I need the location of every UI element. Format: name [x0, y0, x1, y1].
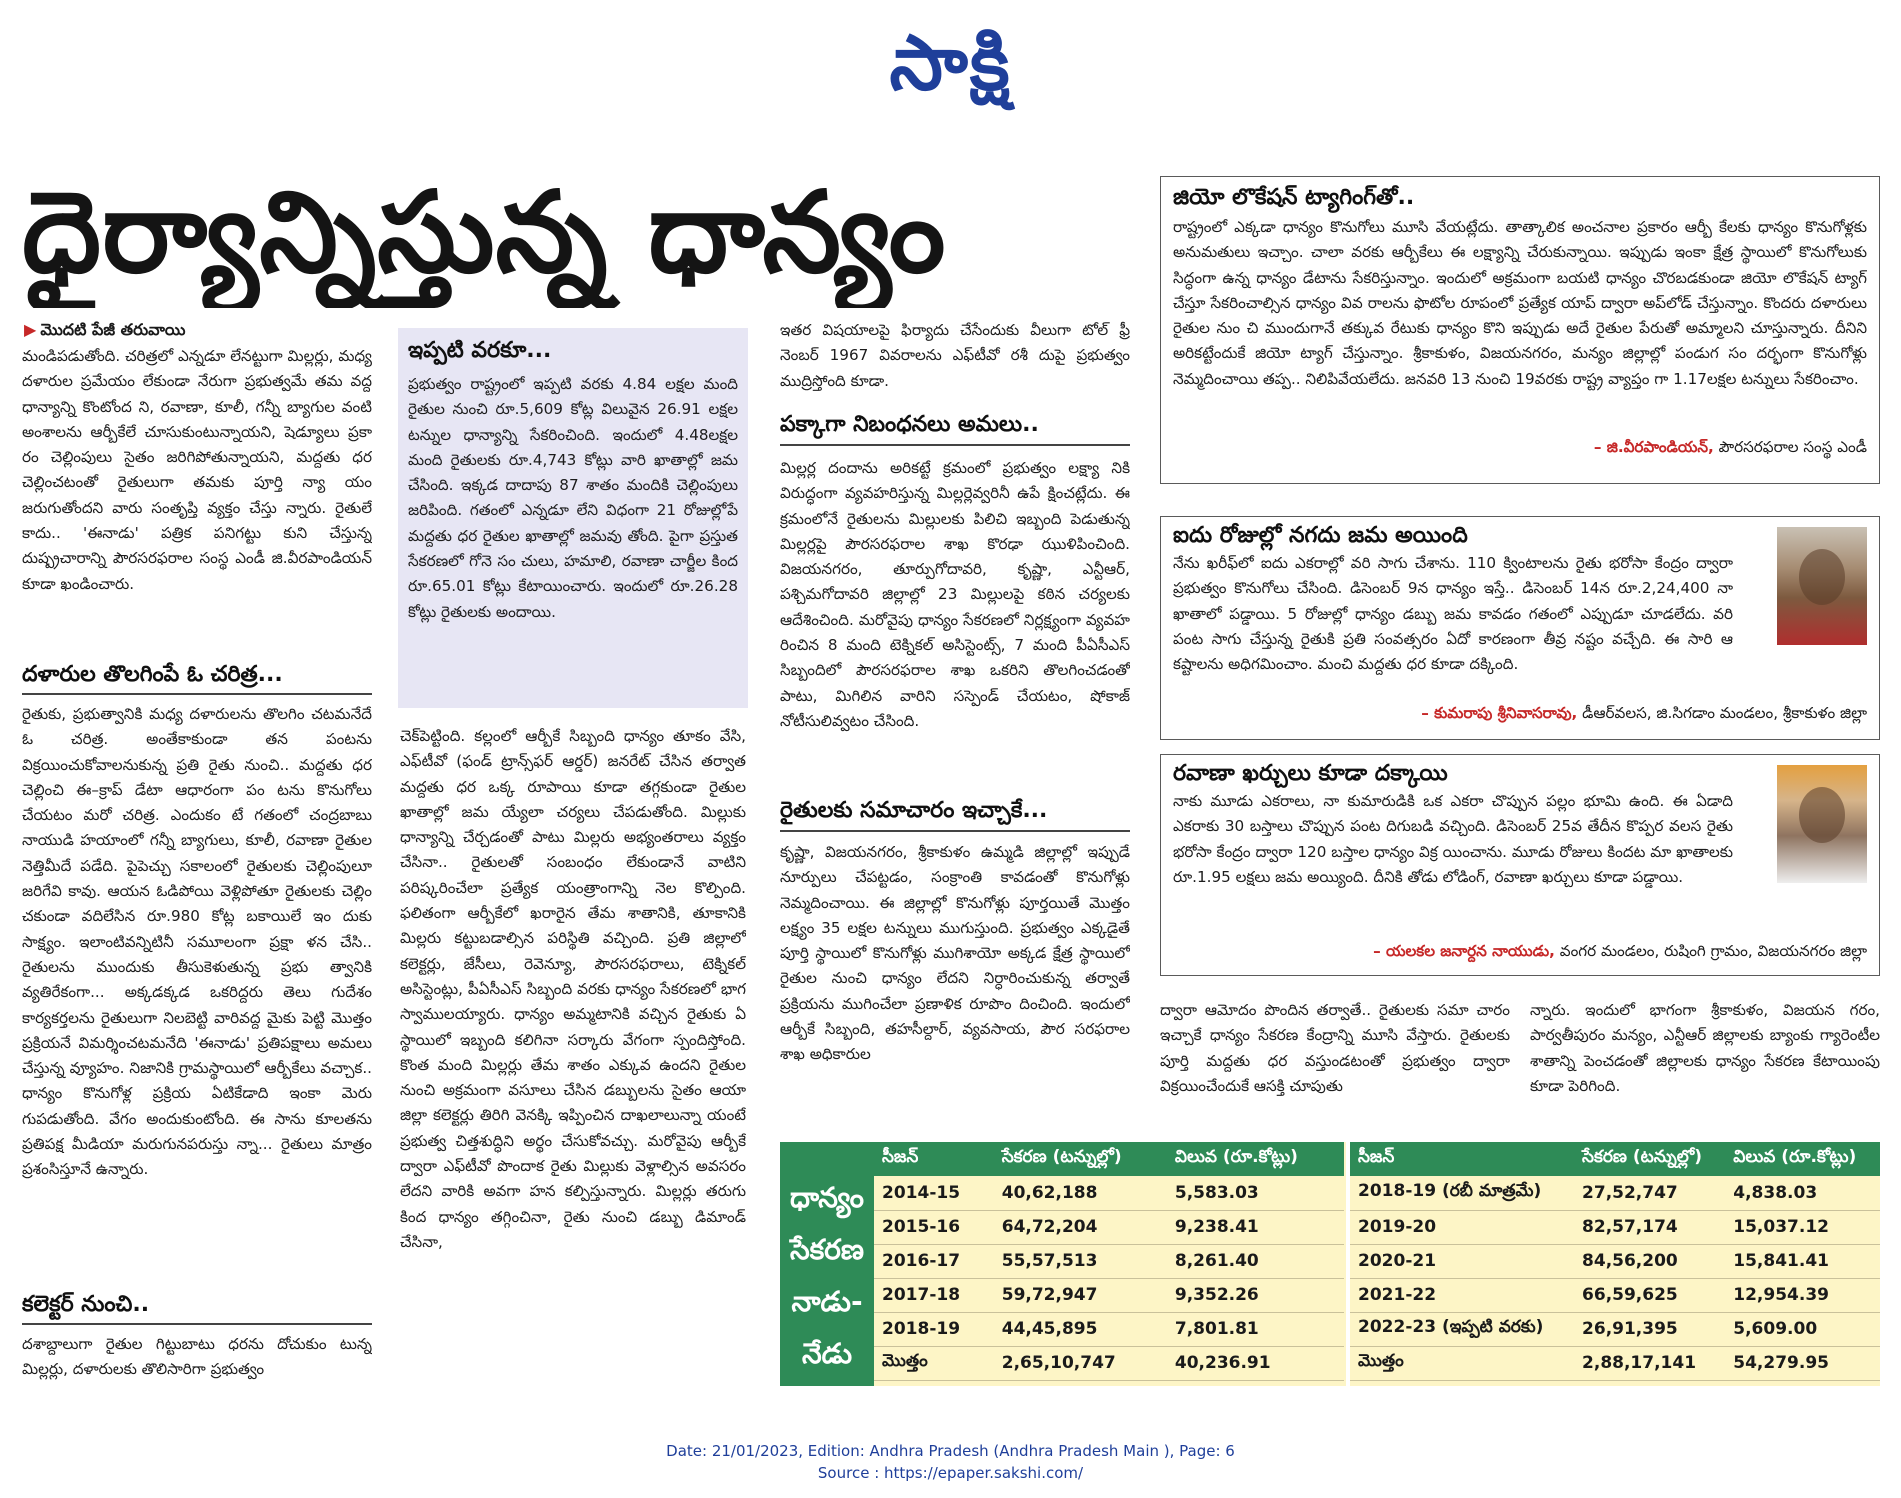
procurement-cell: 2,88,17,141	[1574, 1346, 1725, 1380]
col1-subheading-3: కలెక్టర్‌ నుంచి..	[22, 1292, 150, 1317]
season-cell: 2022-23 (ఇప్పటి వరకు)	[1350, 1312, 1574, 1346]
signature-role: వంగర మండలం, రుషింగి గ్రామం, విజయనగరం జిల్లా	[1559, 942, 1867, 960]
procurement-cell: 59,72,947	[994, 1278, 1167, 1312]
signature-role: డీఆర్‌వలస, జి.సిగడాం మండలం, శ్రీకాకుళం జిల్లా	[1582, 704, 1867, 722]
col3-paragraph-2: మిల్లర్ల దందాను అరికట్టే క్రమంలో ప్రభుత్వం లక్ష్యా నికి విరుద్ధంగా వ్యవహరిస్తున్న మిల్లర్లెవ్వరినీ ఉపే క్షించట్లేదు. ఈ క్రమంలోనే రైతులను మిల్లులకు పిలిచి ఇబ్బంది పెడుతున్న మిల్లర్లపై పౌరసరఫరాల శాఖ కొరఢా ఝుళిపించింది. విజయనగరం, తూర్పుగోదావరి, కృష్ణా, ఎన్టీఆర్‌, పశ్చిమగోదావరి జిల్లాల్లో 23 మిల్లులపై కఠిన చర్యలకు ఆదేశించింది. మరోవైపు ధాన్యం సేకరణలో నిర్లక్ష్యంగా వ్యవహ రించిన 8 మంది టెక్నికల్‌ అసిస్టెంట్స్‌, 7 మంది పీఏసీఎస్‌ సిబ్బందిలో పౌరసరఫరాల శాఖ ఒకరిని తొలగించడంతో పాటు, మిగిలిన వారిని సస్పెండ్‌ చేయటం, షోకాజ్‌ నోటీసులివ్వటం చేసింది.	[780, 459, 1130, 730]
table-row	[874, 1176, 1344, 1210]
quote-box-title: రవాణా ఖర్చులు కూడా దక్కాయి	[1173, 761, 1448, 786]
table-row	[1350, 1210, 1880, 1244]
value-cell: 8,261.40	[1167, 1244, 1344, 1278]
procurement-cell: 2,65,10,747	[994, 1346, 1167, 1380]
procurement-table	[780, 1142, 1880, 1386]
quote-box-geo-tagging	[1160, 176, 1880, 484]
col1-paragraph-1: మండిపడుతోంది. చరిత్రలో ఎన్నడూ లేనట్టుగా మిల్లర్లు, మధ్య దళారుల ప్రమేయం లేకుండా నేరుగా ప్రభుత్వమే తమ వద్ద ధాన్యాన్ని కొంటోంద ని, రవాణా, కూలీ, గన్నీ బ్యాగుల వంటి అంశాలను ఆర్బీకేలే చూసుకుంటున్నాయని, షెడ్యూలు ప్రకా రం చెల్లింపులు సైతం జరిగిపోతున్నాయని, మద్దతు ధర చెల్లించటంతో రైతులుగా తమకు పూర్తి న్యా యం జరుగుతోందని వారు సంతృప్తి వ్యక్తం చేస్తు న్నారు. రైతులే కాదు.. 'ఈనాడు' పత్రిక పనిగట్టు కుని చేస్తున్న దుష్ప్రచారాన్ని పౌరసరఫరాల సంస్థ ఎండీ జి.వీరపాండియన్‌ కూడా ఖండించారు.	[22, 347, 372, 593]
quote-box-five-days	[1160, 516, 1880, 740]
value-cell: 15,037.12	[1725, 1210, 1880, 1244]
table-row	[874, 1278, 1344, 1312]
headline: ధైర్యాన్నిస్తున్న ధాన్యం	[22, 168, 947, 298]
season-cell: 2021-22	[1350, 1278, 1574, 1312]
header-value: విలువ (రూ.కోట్లు)	[1725, 1142, 1880, 1176]
table-row	[1350, 1278, 1880, 1312]
col2-paragraph-1: చెక్‌పెట్టింది. కల్లంలో ఆర్బీకే సిబ్బంది ధాన్యం తూకం వేసి, ఎఫ్‌టీవో (ఫండ్‌ ట్రాన్స్‌ఫర్‌ ఆర్డర్‌) జనరేట్‌ చేసిన తర్వాత మద్దతు ధర ఒక్క రూపాయి కూడా తగ్గకుండా రైతుల ఖాతాల్లో జమ య్యేలా చర్యలు చేపడుతోంది. మిల్లుకు ధాన్యాన్ని చేర్చడంతో పాటు మిల్లరు అభ్యంతరాలు వ్యక్తం చేసినా.. రైతులతో సంబంధం లేకుండానే వాటిని పరిష్కరించేలా ప్రత్యేక యంత్రాంగాన్ని నెల కొల్పింది. ఫలితంగా ఆర్బీకేలో ఖరారైన తేమ శాతానికి, తూకానికి మిల్లరు కట్టుబడాల్సిన పరిస్థితి వచ్చింది. ప్రతి జిల్లాలో కలెక్టర్లు, జేసీలు, రెవెన్యూ, పౌరసరఫరాలు, టెక్నికల్‌ అసిస్టెంట్లు, పీఏసీఎస్‌ సిబ్బంది వరకు ధాన్యం సేకరణలో భాగ స్వాములయ్యారు. ధాన్యం అమ్మటానికి వచ్చిన రైతుకు ఏ స్థాయిలో ఇబ్బంది కలిగినా సర్కారు వేగంగా స్పందిస్తోంది. కొంత మంది మిల్లర్లు తేమ శాతం ఎక్కువ ఉందని రైతుల నుంచి అక్రమంగా వసూలు చేసిన డబ్బులను సైతం ఆయా జిల్లా కలెక్టర్లు తిరిగి వెనక్కి ఇప్పించిన దాఖలాలున్నా యంటే ప్రభుత్వ చిత్తశుద్ధిని అర్థం చేసుకోవచ్చు. మరోవైపు ఆర్బీకే ద్వారా ఎఫ్‌టీవో పొందాక రైతు మిల్లుకు వెళ్లాల్సిన అవసరం లేదని వారికి అవగా హన కల్పిస్తున్నారు. మిల్లర్లు తరుగు కింద ధాన్యం తగ్గించినా, రైతు నుంచి డబ్బు డిమాండ్‌ చేసినా,	[400, 727, 746, 1251]
col3-subheading-3: రైతులకు సమాచారం ఇచ్చాకే...	[780, 798, 1048, 823]
col1-paragraph-2: రైతుకు, ప్రభుత్వానికి మధ్య దళారులను తొలగిం చటమనేదే ఓ చరిత్ర. అంతేకాకుండా తన పంటను విక్రయించుకోవాలనుకున్న ప్రతి రైతు నుంచి.. మద్దతు ధర చెల్లించి ఈ–క్రాప్‌ డేటా ఆధారంగా పం టను కొనుగోలు చేయటం మరో చరిత్ర. ఎందుకం టే గతంలో చంద్రబాబు నాయుడి హయాంలో గన్నీ బ్యాగులు, కూలీ, రవాణా రైతుల నెత్తిమీదే పడేది. పైపెచ్చు సకాలంలో రైతులకు చెల్లింపులూ జరిగేవి కావు. ఆయన ఓడిపోయి వెళ్లిపోతూ రైతులకు చెల్లిం చకుండా వదిలేసిన రూ.980 కోట్ల బకాయిలే ఇం దుకు సాక్ష్యం. ఇలాంటివన్నిటినీ సమూలంగా ప్రక్షా ళన చేసి.. రైతులను ముందుకు తీసుకెళుతున్న ప్రభు త్వానికి వ్యతిరేకంగా... అక్కడక్కడ ఒకరిద్దరు తెలు గుదేశం కార్యకర్తలను రైతులుగా నిలబెట్టి వారివద్ద మైకు పెట్టి మొత్తం ప్రక్రియనే విమర్శించటమనేది 'ఈనాడు' ప్రతిపక్షాలు అమలు చేస్తున్న వ్యూహం. నిజానికి గ్రామస్థాయిలో ఆర్బీకేలు వచ్చాక.. ధాన్యం కొనుగోళ్ల ప్రక్రియ ఏటికేడాది ఇంకా మెరు గుపడుతోంది. వేగం అందుకుంటోంది. ఈ సాను కూలతను ప్రతిపక్ష మీడియా మరుగునపరుస్తు న్నా... రైతులు మాత్రం ప్రశంసిస్తూనే ఉన్నారు.	[22, 705, 372, 1179]
quote-box-title: జియో లొకేషన్‌ ట్యాగింగ్‌తో..	[1173, 185, 1415, 210]
col3-paragraph-3: కృష్ణా, విజయనగరం, శ్రీకాకుళం ఉమ్మడి జిల్లాల్లో ఇప్పుడే నూర్పులు చేపట్టడం, సంక్రాంతి కావడంతో కొనుగోళ్లు నెమ్మదించాయి. ఈ జిల్లాల్లో కొనుగోళ్లు పూర్తయితే మొత్తం లక్ష్యం 35 లక్షల టన్నులు ముగుస్తుంది. ప్రభుత్వం ఎక్కడైతే పూర్తి స్థాయిలో కొనుగోళ్లు ముగిశాయో అక్కడ క్షేత్ర స్థాయిలో రైతుల నుంచి ధాన్యం లేదని నిర్ధారించుకున్న తర్వాతే ప్రక్రియను ముగించేలా ప్రణాళిక రూపొం దించింది. ఇందులో ఆర్బీకే సిబ్బంది, తహసీల్దార్‌, వ్యవసాయ, పౌర సరఫరాల శాఖ అధికారుల	[780, 843, 1130, 1064]
season-cell: 2018-19	[874, 1312, 994, 1346]
header-season: సీజన్‌	[874, 1142, 994, 1176]
value-cell: 4,838.03	[1725, 1176, 1880, 1210]
quote-box-title: ఐదు రోజుల్లో నగదు జమ అయింది	[1173, 523, 1468, 548]
header-season: సీజన్‌	[1350, 1142, 1574, 1176]
season-cell: 2017-18	[874, 1278, 994, 1312]
procurement-cell: 55,57,513	[994, 1244, 1167, 1278]
procurement-cell: 66,59,625	[1574, 1278, 1725, 1312]
table-right	[1350, 1142, 1880, 1381]
signature-name: – కుమరాపు శ్రీనివాసరావు,	[1421, 704, 1578, 722]
newspaper-logo: సాక్షి	[889, 18, 1012, 107]
quote-signature	[1173, 939, 1867, 964]
header-procurement: సేకరణ (టన్నుల్లో)	[994, 1142, 1167, 1176]
farmer-photo	[1777, 765, 1867, 883]
table-row	[1350, 1176, 1880, 1210]
table-row	[874, 1210, 1344, 1244]
procurement-cell: 26,91,395	[1574, 1312, 1725, 1346]
procurement-cell: 82,57,174	[1574, 1210, 1725, 1244]
footer	[0, 1440, 1901, 1484]
procurement-cell: 84,56,200	[1574, 1244, 1725, 1278]
col3-paragraph-1: ఇతర విషయాలపై ఫిర్యాదు చేసేందుకు వీలుగా టోల్‌ ఫ్రీ నెంబర్‌ 1967 వివరాలను ఎఫ్‌టీవో రశీ దుపై ప్రభుత్వం ముద్రిస్తోంది కూడా.	[780, 321, 1130, 390]
value-cell: 54,279.95	[1725, 1346, 1880, 1380]
quote-box-text: రాష్ట్రంలో ఎక్కడా ధాన్యం కొనుగోలు మూసి వేయట్లేదు. తాత్కాలిక అంచనాల ప్రకారం ఆర్బీ కేలకు ధాన్యం కొనుగోళ్లకు అనుమతులు ఇచ్చాం. చాలా వరకు ఆర్బీకేలు ఈ లక్ష్యాన్ని చేరుకున్నాయి. ఇప్పుడు ఇంకా క్షేత్ర స్థాయిలో కొనుగోలుకు సిద్ధంగా ఉన్న ధాన్యం డేటాను సేకరిస్తున్నాం. ఇందులో అక్రమంగా బయటి ధాన్యం చొరబడకుండా జియో లొకేషన్‌ ట్యాగ్‌ చేస్తూ సేకరించాల్సిన ధాన్యం వివ రాలను ఫొటోల రూపంలో ప్రత్యేక యాప్‌ ద్వారా అప్‌లోడ్‌ చేస్తున్నాం. కొందరు దళారులు రైతుల నుం చి ముందుగానే తక్కువ రేటుకు ధాన్యం కొని ఇప్పుడు అదే రైతుల పేరుతో అమ్మాలని చూస్తున్నారు. దీనిని అరికట్టేందుకే జియో ట్యాగ్‌ చేస్తున్నాం. శ్రీకాకుళం, విజయనగరం, మన్యం జిల్లాల్లో పండుగ సం దర్భంగా కొనుగోళ్లు నెమ్మదించాయి తప్ప.. నిలిపివేయలేదు. జనవరి 13 నుంచి 19వరకు రాష్ట్ర వ్యాప్తం గా 1.17లక్షల టన్నులు సేకరించాం.	[1173, 218, 1867, 388]
value-cell: 9,352.26	[1167, 1278, 1344, 1312]
header-value: విలువ (రూ.కోట్లు)	[1167, 1142, 1344, 1176]
table-label	[780, 1142, 874, 1386]
value-cell: 40,236.91	[1167, 1346, 1344, 1380]
divider	[22, 693, 372, 695]
table-row	[1350, 1346, 1880, 1380]
signature-role: పౌరసరఫరాల సంస్థ ఎండీ	[1718, 438, 1867, 456]
header-procurement: సేకరణ (టన్నుల్లో)	[1574, 1142, 1725, 1176]
triangle-icon: ▶	[24, 320, 37, 339]
sidebar-box-so-far	[398, 328, 748, 708]
face-shape	[1799, 549, 1845, 605]
box-title: ఇప్పటి వరకూ...	[408, 338, 552, 363]
value-cell: 5,609.00	[1725, 1312, 1880, 1346]
season-cell: 2020-21	[1350, 1244, 1574, 1278]
season-cell: 2016-17	[874, 1244, 994, 1278]
season-cell: మొత్తం	[874, 1346, 994, 1380]
farmer-photo	[1777, 527, 1867, 645]
procurement-cell: 27,52,747	[1574, 1176, 1725, 1210]
box-text: ప్రభుత్వం రాష్ట్రంలో ఇప్పటి వరకు 4.84 లక్షల మంది రైతుల నుంచి రూ.5,609 కోట్ల విలువైన 26.91 లక్షల టన్నుల ధాన్యాన్ని సేకరించింది. ఇందులో 4.48లక్షల మంది రైతులకు రూ.4,743 కోట్లు వారి ఖాతాల్లో జమ చేసింది. ఇక్కడ దాదాపు 87 శాతం మందికి చెల్లింపులు జరిపింది. గతంలో ఎన్నడూ లేని విధంగా 21 రోజుల్లోపే మద్దతు ధర రైతుల ఖాతాల్లో జమవు తోంది. పైగా ప్రస్తుత సేకరణలో గోనె సం చులు, హమాలి, రవాణా చార్జీల కింద రూ.65.01 కోట్లు కేటాయించారు. ఇందులో రూ.26.28 కోట్లు రైతులకు అందాయి.	[408, 375, 738, 621]
continued-label: మొదటి పేజీ తరువాయి	[40, 320, 186, 339]
col4-paragraph-1: ద్వారా ఆమోదం పొందిన తర్వాతే.. రైతులకు సమా చారం ఇచ్చాకే ధాన్యం సేకరణ కేంద్రాన్ని మూసి వేస్తారు. రైతులకు పూర్తి మద్దతు ధర వస్తుండటంతో ప్రభుత్వం ద్వారా విక్రయించేందుకే ఆసక్తి చూపుతు	[1160, 1001, 1510, 1095]
divider	[22, 1323, 372, 1325]
value-cell: 5,583.03	[1167, 1176, 1344, 1210]
procurement-cell: 44,45,895	[994, 1312, 1167, 1346]
table-row	[1350, 1312, 1880, 1346]
divider	[780, 830, 1130, 832]
table-label-line: సేకరణ	[789, 1233, 864, 1266]
masthead	[0, 18, 1901, 108]
procurement-cell: 40,62,188	[994, 1176, 1167, 1210]
quote-signature	[1173, 435, 1867, 460]
signature-name: – జి.వీరపాండియన్‌,	[1593, 438, 1714, 456]
season-cell: 2014-15	[874, 1176, 994, 1210]
season-cell: 2019-20	[1350, 1210, 1574, 1244]
continued-marker	[24, 320, 384, 342]
table-label-line: నాడు-	[791, 1285, 863, 1318]
table-row	[874, 1312, 1344, 1346]
table-left	[874, 1142, 1344, 1381]
value-cell: 7,801.81	[1167, 1312, 1344, 1346]
col3-subheading-2: పక్కాగా నిబంధనలు అమలు..	[780, 412, 1039, 437]
quote-box-transport-costs	[1160, 754, 1880, 976]
table-label-line: ధాన్యం	[789, 1181, 864, 1214]
face-shape	[1799, 787, 1845, 843]
quote-box-text: నాకు మూడు ఎకరాలు, నా కుమారుడికి ఒక ఎకరా చొప్పున పల్లం భూమి ఉంది. ఈ ఏడాది ఎకరాకు 30 బస్తాలు చొప్పున పంట దిగుబడి వచ్చింది. డిసెంబర్‌ 25వ తేదీన కొప్పర వలస రైతు భరోసా కేంద్రం ద్వారా 120 బస్తాల ధాన్యం విక్ర యించాను. మూడు రోజులు కిందట మా ఖాతాలకు రూ.1.95 లక్షలు జమ అయ్యింది. దీనికి తోడు లోడింగ్‌, రవాణా ఖర్చులు కూడా పడ్డాయి.	[1173, 792, 1733, 886]
col5-paragraph-1: న్నారు. ఇందులో భాగంగా శ్రీకాకుళం, విజయన గరం, పార్వతీపురం మన్యం, ఎన్టీఆర్‌ జిల్లాలకు బ్యాంకు గ్యారెంటీల శాతాన్ని పెంచడంతో జిల్లాలకు ధాన్యం సేకరణ కేటాయింపు కూడా పెరిగింది.	[1530, 1001, 1880, 1095]
table-row	[874, 1244, 1344, 1278]
table-row	[1350, 1244, 1880, 1278]
season-cell: 2015-16	[874, 1210, 994, 1244]
value-cell: 12,954.39	[1725, 1278, 1880, 1312]
col1-paragraph-3: దశాబ్దాలుగా రైతుల గిట్టుబాటు ధరను దోచుకుం టున్న మిల్లర్లు, దళారులకు తొలిసారిగా ప్రభుత్వం	[22, 1335, 372, 1379]
quote-signature	[1173, 701, 1867, 726]
quote-box-text: నేను ఖరీఫ్‌లో ఐదు ఎకరాల్లో వరి సాగు చేశాను. 110 క్వింటాలను రైతు భరోసా కేంద్రం ద్వారా ప్రభుత్వం కొనుగోలు చేసింది. డిసెంబర్‌ 9న ధాన్యం ఇస్తే.. డిసెంబర్‌ 14న రూ.2,24,400 నా ఖాతాలో పడ్డాయి. 5 రోజుల్లో ధాన్యం డబ్బు జమ కావడం గతంలో ఎప్పుడూ చూడలేదు. వరి పంట సాగు చేస్తున్న రైతుకి ప్రతి సంవత్సరం ఏదో కారణంగా తీవ్ర నష్టం వచ్చేది. ఈ సారి ఆ కష్టాలను అధిగమించాం. మంచి మద్దతు ధర కూడా దక్కింది.	[1173, 554, 1733, 674]
divider	[780, 444, 1130, 446]
season-cell: మొత్తం	[1350, 1346, 1574, 1380]
table-row	[874, 1346, 1344, 1380]
procurement-cell: 64,72,204	[994, 1210, 1167, 1244]
value-cell: 15,841.41	[1725, 1244, 1880, 1278]
season-cell: 2018-19 (రబీ మాత్రమే)	[1350, 1176, 1574, 1210]
table-header-row	[874, 1142, 1344, 1176]
footer-date-line: Date: 21/01/2023, Edition: Andhra Pradesh (Andhra Pradesh Main ), Page: 6	[666, 1442, 1235, 1460]
footer-source-line: Source : https://epaper.sakshi.com/	[817, 1464, 1084, 1482]
value-cell: 9,238.41	[1167, 1210, 1344, 1244]
signature-name: – యలకల జనార్దన నాయుడు,	[1373, 942, 1555, 960]
table-label-line: నేడు	[801, 1337, 853, 1370]
table-header-row	[1350, 1142, 1880, 1176]
col1-subheading-2: దళారుల తొలగింపే ఓ చరిత్ర...	[22, 662, 283, 687]
